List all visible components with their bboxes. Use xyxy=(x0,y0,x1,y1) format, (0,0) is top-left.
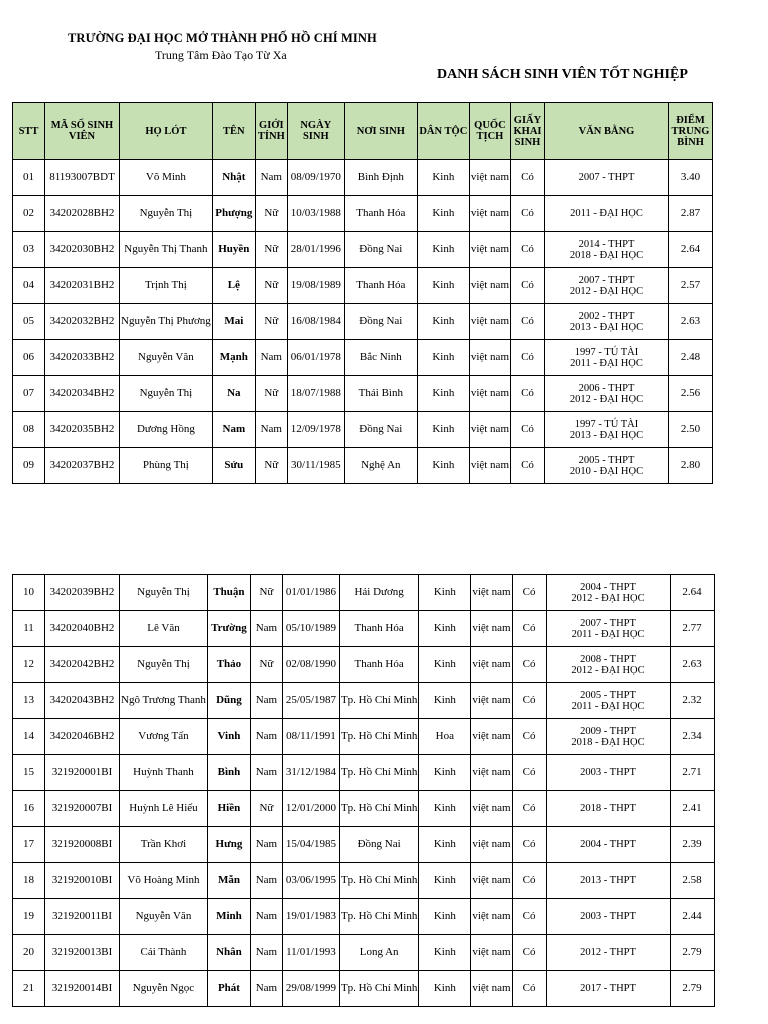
cell-birth-certificate: Có xyxy=(512,791,546,827)
cell-nationality: việt nam xyxy=(471,827,512,863)
table-row xyxy=(13,827,715,863)
cell-student-id: 34202042BH2 xyxy=(45,647,120,683)
cell-ethnicity: Hoa xyxy=(419,719,471,755)
cell-ethnicity: Kinh xyxy=(419,791,471,827)
header-ethnicity: DÂN TỘC xyxy=(417,103,469,160)
header-first-name: TÊN xyxy=(212,103,255,160)
cell-middle-name: Trịnh Thị xyxy=(120,268,213,304)
table-row xyxy=(13,647,715,683)
cell-degree: 2002 - THPT 2013 - ĐẠI HỌC xyxy=(545,304,669,340)
cell-first-name: Thảo xyxy=(207,647,250,683)
cell-student-id: 34202039BH2 xyxy=(45,575,120,611)
cell-birth-certificate: Có xyxy=(512,719,546,755)
cell-birth-date: 31/12/1984 xyxy=(282,755,339,791)
header-nationality: QUỐC TỊCH xyxy=(469,103,510,160)
cell-middle-name: Dương Hồng xyxy=(120,412,213,448)
cell-birth-date: 03/06/1995 xyxy=(282,863,339,899)
table-row xyxy=(13,340,713,376)
cell-stt: 20 xyxy=(13,935,45,971)
cell-ethnicity: Kinh xyxy=(419,683,471,719)
cell-gender: Nữ xyxy=(255,448,287,484)
cell-middle-name: Nguyễn Thị Phương xyxy=(120,304,213,340)
cell-birth-date: 02/08/1990 xyxy=(282,647,339,683)
cell-ethnicity: Kinh xyxy=(419,575,471,611)
cell-ethnicity: Kinh xyxy=(417,340,469,376)
cell-birth-place: Nghệ An xyxy=(344,448,417,484)
cell-student-id: 34202034BH2 xyxy=(45,376,120,412)
cell-birth-date: 05/10/1989 xyxy=(282,611,339,647)
cell-birth-date: 28/01/1996 xyxy=(287,232,344,268)
cell-birth-date: 06/01/1978 xyxy=(287,340,344,376)
cell-middle-name: Võ Hoàng Minh xyxy=(120,863,208,899)
cell-gpa: 2.50 xyxy=(669,412,713,448)
cell-birth-certificate: Có xyxy=(512,647,546,683)
cell-middle-name: Nguyễn Thị Thanh xyxy=(120,232,213,268)
cell-first-name: Hưng xyxy=(207,827,250,863)
cell-degree: 2004 - THPT xyxy=(546,827,670,863)
cell-stt: 21 xyxy=(13,971,45,1007)
table-row xyxy=(13,791,715,827)
student-table-1 xyxy=(12,102,713,484)
table-header-row xyxy=(13,103,713,160)
cell-gender: Nam xyxy=(250,611,282,647)
cell-gpa: 3.40 xyxy=(669,160,713,196)
table-row xyxy=(13,376,713,412)
center-name: Trung Tâm Đào Tạo Từ Xa xyxy=(155,48,287,62)
cell-student-id: 34202032BH2 xyxy=(45,304,120,340)
cell-ethnicity: Kinh xyxy=(417,376,469,412)
header-degree: VĂN BẰNG xyxy=(545,103,669,160)
cell-birth-certificate: Có xyxy=(512,899,546,935)
cell-gpa: 2.34 xyxy=(670,719,714,755)
cell-birth-certificate: Có xyxy=(511,160,545,196)
cell-birth-certificate: Có xyxy=(511,268,545,304)
table-row xyxy=(13,899,715,935)
cell-first-name: Nam xyxy=(212,412,255,448)
cell-birth-certificate: Có xyxy=(512,575,546,611)
cell-gender: Nam xyxy=(250,935,282,971)
cell-degree: 2018 - THPT xyxy=(546,791,670,827)
cell-birth-place: Đồng Nai xyxy=(344,232,417,268)
table-row xyxy=(13,448,713,484)
cell-stt: 17 xyxy=(13,827,45,863)
cell-birth-place: Đồng Nai xyxy=(339,827,418,863)
cell-gender: Nữ xyxy=(255,196,287,232)
cell-nationality: việt nam xyxy=(471,719,512,755)
cell-birth-place: Tp. Hồ Chí Minh xyxy=(339,719,418,755)
cell-birth-certificate: Có xyxy=(512,755,546,791)
cell-gpa: 2.64 xyxy=(670,575,714,611)
cell-birth-place: Tp. Hồ Chí Minh xyxy=(339,755,418,791)
cell-student-id: 81193007BDT xyxy=(45,160,120,196)
cell-nationality: việt nam xyxy=(471,647,512,683)
cell-birth-place: Tp. Hồ Chí Minh xyxy=(339,899,418,935)
cell-birth-certificate: Có xyxy=(512,971,546,1007)
cell-birth-place: Tp. Hồ Chí Minh xyxy=(339,863,418,899)
cell-birth-certificate: Có xyxy=(511,412,545,448)
cell-degree: 1997 - TÚ TÀI 2011 - ĐẠI HỌC xyxy=(545,340,669,376)
cell-gender: Nữ xyxy=(250,791,282,827)
cell-birth-certificate: Có xyxy=(512,863,546,899)
cell-gpa: 2.63 xyxy=(669,304,713,340)
cell-first-name: Vinh xyxy=(207,719,250,755)
cell-nationality: việt nam xyxy=(471,971,512,1007)
cell-birth-date: 30/11/1985 xyxy=(287,448,344,484)
cell-birth-certificate: Có xyxy=(511,340,545,376)
cell-birth-place: Bắc Ninh xyxy=(344,340,417,376)
cell-ethnicity: Kinh xyxy=(417,196,469,232)
header-gpa: ĐIỂM TRUNG BÌNH xyxy=(669,103,713,160)
school-name: TRƯỜNG ĐẠI HỌC MỞ THÀNH PHỐ HỒ CHÍ MINH xyxy=(68,31,377,45)
cell-birth-date: 12/09/1978 xyxy=(287,412,344,448)
cell-student-id: 34202035BH2 xyxy=(45,412,120,448)
cell-middle-name: Nguyễn Văn xyxy=(120,340,213,376)
cell-student-id: 34202037BH2 xyxy=(45,448,120,484)
cell-first-name: Nhân xyxy=(207,935,250,971)
cell-stt: 19 xyxy=(13,899,45,935)
header-stt: STT xyxy=(13,103,45,160)
cell-birth-place: Tp. Hồ Chí Minh xyxy=(339,791,418,827)
cell-middle-name: Huỳnh Thanh xyxy=(120,755,208,791)
cell-birth-certificate: Có xyxy=(512,611,546,647)
table-row xyxy=(13,412,713,448)
cell-nationality: việt nam xyxy=(471,863,512,899)
cell-birth-place: Tp. Hồ Chí Minh xyxy=(339,971,418,1007)
cell-gender: Nam xyxy=(250,683,282,719)
cell-student-id: 34202031BH2 xyxy=(45,268,120,304)
cell-degree: 2013 - THPT xyxy=(546,863,670,899)
cell-gpa: 2.79 xyxy=(670,935,714,971)
cell-ethnicity: Kinh xyxy=(419,611,471,647)
cell-degree: 2004 - THPT 2012 - ĐẠI HỌC xyxy=(546,575,670,611)
cell-ethnicity: Kinh xyxy=(419,827,471,863)
cell-middle-name: Ngô Trương Thanh xyxy=(120,683,208,719)
header-student-id: MÃ SỐ SINH VIÊN xyxy=(45,103,120,160)
cell-birth-date: 08/09/1970 xyxy=(287,160,344,196)
table-row xyxy=(13,971,715,1007)
cell-degree: 2014 - THPT 2018 - ĐẠI HỌC xyxy=(545,232,669,268)
cell-nationality: việt nam xyxy=(469,340,510,376)
cell-gender: Nam xyxy=(255,412,287,448)
cell-birth-place: Thanh Hóa xyxy=(344,268,417,304)
cell-stt: 11 xyxy=(13,611,45,647)
cell-stt: 10 xyxy=(13,575,45,611)
cell-gpa: 2.77 xyxy=(670,611,714,647)
cell-stt: 02 xyxy=(13,196,45,232)
cell-degree: 2005 - THPT 2010 - ĐẠI HỌC xyxy=(545,448,669,484)
cell-birth-certificate: Có xyxy=(512,935,546,971)
cell-birth-place: Thanh Hóa xyxy=(339,647,418,683)
cell-birth-date: 29/08/1999 xyxy=(282,971,339,1007)
cell-middle-name: Lê Văn xyxy=(120,611,208,647)
cell-birth-date: 11/01/1993 xyxy=(282,935,339,971)
cell-first-name: Mẫn xyxy=(207,863,250,899)
cell-degree: 2011 - ĐẠI HỌC xyxy=(545,196,669,232)
cell-gender: Nữ xyxy=(255,376,287,412)
cell-ethnicity: Kinh xyxy=(419,935,471,971)
cell-gpa: 2.57 xyxy=(669,268,713,304)
table-row xyxy=(13,304,713,340)
cell-stt: 14 xyxy=(13,719,45,755)
cell-nationality: việt nam xyxy=(471,575,512,611)
cell-first-name: Dũng xyxy=(207,683,250,719)
cell-first-name: Thuận xyxy=(207,575,250,611)
cell-student-id: 321920008BI xyxy=(45,827,120,863)
cell-stt: 06 xyxy=(13,340,45,376)
cell-gender: Nữ xyxy=(255,268,287,304)
cell-student-id: 321920011BI xyxy=(45,899,120,935)
cell-gender: Nam xyxy=(250,827,282,863)
cell-first-name: Phượng xyxy=(212,196,255,232)
cell-stt: 03 xyxy=(13,232,45,268)
cell-ethnicity: Kinh xyxy=(419,863,471,899)
cell-gpa: 2.48 xyxy=(669,340,713,376)
cell-gpa: 2.80 xyxy=(669,448,713,484)
cell-student-id: 34202028BH2 xyxy=(45,196,120,232)
cell-student-id: 34202043BH2 xyxy=(45,683,120,719)
cell-student-id: 34202033BH2 xyxy=(45,340,120,376)
cell-first-name: Minh xyxy=(207,899,250,935)
cell-birth-certificate: Có xyxy=(512,683,546,719)
cell-nationality: việt nam xyxy=(469,448,510,484)
cell-first-name: Lệ xyxy=(212,268,255,304)
cell-gpa: 2.58 xyxy=(670,863,714,899)
cell-gender: Nam xyxy=(255,340,287,376)
cell-degree: 2009 - THPT 2018 - ĐẠI HỌC xyxy=(546,719,670,755)
cell-stt: 15 xyxy=(13,755,45,791)
cell-birth-certificate: Có xyxy=(511,304,545,340)
cell-nationality: việt nam xyxy=(471,755,512,791)
cell-stt: 18 xyxy=(13,863,45,899)
cell-birth-place: Long An xyxy=(339,935,418,971)
cell-student-id: 321920014BI xyxy=(45,971,120,1007)
cell-stt: 07 xyxy=(13,376,45,412)
cell-stt: 12 xyxy=(13,647,45,683)
cell-student-id: 34202030BH2 xyxy=(45,232,120,268)
cell-gpa: 2.32 xyxy=(670,683,714,719)
cell-gender: Nam xyxy=(250,719,282,755)
cell-birth-place: Hải Dương xyxy=(339,575,418,611)
cell-nationality: việt nam xyxy=(469,232,510,268)
cell-degree: 2003 - THPT xyxy=(546,899,670,935)
cell-middle-name: Nguyễn Ngọc xyxy=(120,971,208,1007)
table-row xyxy=(13,268,713,304)
cell-middle-name: Cái Thành xyxy=(120,935,208,971)
cell-degree: 2007 - THPT 2012 - ĐẠI HỌC xyxy=(545,268,669,304)
cell-gpa: 2.71 xyxy=(670,755,714,791)
header-middle-name: HỌ LÓT xyxy=(120,103,213,160)
cell-ethnicity: Kinh xyxy=(419,755,471,791)
table-body-1 xyxy=(13,160,713,484)
cell-degree: 2005 - THPT 2011 - ĐẠI HỌC xyxy=(546,683,670,719)
cell-ethnicity: Kinh xyxy=(417,448,469,484)
table-row xyxy=(13,935,715,971)
cell-middle-name: Võ Minh xyxy=(120,160,213,196)
cell-gender: Nam xyxy=(250,971,282,1007)
cell-birth-certificate: Có xyxy=(511,196,545,232)
cell-birth-date: 01/01/1986 xyxy=(282,575,339,611)
cell-degree: 2003 - THPT xyxy=(546,755,670,791)
cell-gpa: 2.39 xyxy=(670,827,714,863)
cell-stt: 16 xyxy=(13,791,45,827)
table-row xyxy=(13,575,715,611)
cell-ethnicity: Kinh xyxy=(417,160,469,196)
cell-degree: 2012 - THPT xyxy=(546,935,670,971)
cell-middle-name: Nguyễn Thị xyxy=(120,376,213,412)
cell-gender: Nữ xyxy=(255,232,287,268)
cell-first-name: Na xyxy=(212,376,255,412)
cell-middle-name: Phùng Thị xyxy=(120,448,213,484)
cell-birth-place: Thái Bình xyxy=(344,376,417,412)
cell-first-name: Sửu xyxy=(212,448,255,484)
cell-middle-name: Nguyễn Văn xyxy=(120,899,208,935)
cell-birth-certificate: Có xyxy=(511,376,545,412)
cell-first-name: Hiền xyxy=(207,791,250,827)
cell-birth-date: 15/04/1985 xyxy=(282,827,339,863)
cell-birth-certificate: Có xyxy=(511,232,545,268)
cell-middle-name: Nguyễn Thị xyxy=(120,647,208,683)
cell-nationality: việt nam xyxy=(471,935,512,971)
cell-stt: 04 xyxy=(13,268,45,304)
cell-birth-place: Bình Định xyxy=(344,160,417,196)
cell-birth-date: 18/07/1988 xyxy=(287,376,344,412)
cell-nationality: việt nam xyxy=(471,791,512,827)
student-table-2 xyxy=(12,574,715,1007)
cell-gender: Nữ xyxy=(250,647,282,683)
cell-nationality: việt nam xyxy=(469,268,510,304)
cell-middle-name: Huỳnh Lê Hiếu xyxy=(120,791,208,827)
cell-gender: Nam xyxy=(250,899,282,935)
table-row xyxy=(13,755,715,791)
cell-degree: 2007 - THPT 2011 - ĐẠI HỌC xyxy=(546,611,670,647)
cell-student-id: 321920013BI xyxy=(45,935,120,971)
cell-student-id: 321920001BI xyxy=(45,755,120,791)
cell-stt: 13 xyxy=(13,683,45,719)
cell-gpa: 2.63 xyxy=(670,647,714,683)
cell-ethnicity: Kinh xyxy=(419,647,471,683)
cell-birth-date: 19/08/1989 xyxy=(287,268,344,304)
cell-nationality: việt nam xyxy=(471,611,512,647)
table-row xyxy=(13,611,715,647)
cell-degree: 2017 - THPT xyxy=(546,971,670,1007)
cell-first-name: Bình xyxy=(207,755,250,791)
cell-first-name: Nhật xyxy=(212,160,255,196)
table-row xyxy=(13,196,713,232)
cell-stt: 01 xyxy=(13,160,45,196)
cell-birth-date: 10/03/1988 xyxy=(287,196,344,232)
cell-nationality: việt nam xyxy=(469,376,510,412)
table-row xyxy=(13,232,713,268)
cell-birth-date: 12/01/2000 xyxy=(282,791,339,827)
cell-nationality: việt nam xyxy=(471,899,512,935)
header-birth-certificate: GIẤY KHAI SINH xyxy=(511,103,545,160)
cell-ethnicity: Kinh xyxy=(419,899,471,935)
cell-birth-place: Đồng Nai xyxy=(344,304,417,340)
table-row xyxy=(13,863,715,899)
cell-student-id: 321920007BI xyxy=(45,791,120,827)
cell-nationality: việt nam xyxy=(471,683,512,719)
cell-first-name: Phát xyxy=(207,971,250,1007)
cell-gender: Nữ xyxy=(250,575,282,611)
cell-birth-place: Thanh Hóa xyxy=(339,611,418,647)
cell-middle-name: Nguyễn Thị xyxy=(120,196,213,232)
cell-birth-place: Tp. Hồ Chí Minh xyxy=(339,683,418,719)
cell-birth-date: 25/05/1987 xyxy=(282,683,339,719)
cell-ethnicity: Kinh xyxy=(417,412,469,448)
cell-degree: 2006 - THPT 2012 - ĐẠI HỌC xyxy=(545,376,669,412)
cell-stt: 09 xyxy=(13,448,45,484)
cell-ethnicity: Kinh xyxy=(417,304,469,340)
header-gender: GIỚI TÍNH xyxy=(255,103,287,160)
cell-gpa: 2.79 xyxy=(670,971,714,1007)
cell-gender: Nam xyxy=(250,863,282,899)
cell-gender: Nam xyxy=(255,160,287,196)
cell-student-id: 321920010BI xyxy=(45,863,120,899)
cell-first-name: Huyền xyxy=(212,232,255,268)
cell-gender: Nữ xyxy=(255,304,287,340)
cell-degree: 2007 - THPT xyxy=(545,160,669,196)
cell-ethnicity: Kinh xyxy=(417,268,469,304)
cell-first-name: Trường xyxy=(207,611,250,647)
cell-ethnicity: Kinh xyxy=(419,971,471,1007)
cell-middle-name: Trần Khơi xyxy=(120,827,208,863)
table-row xyxy=(13,719,715,755)
cell-middle-name: Vương Tấn xyxy=(120,719,208,755)
cell-nationality: việt nam xyxy=(469,412,510,448)
cell-stt: 05 xyxy=(13,304,45,340)
header-birth-date: NGÀY SINH xyxy=(287,103,344,160)
cell-gpa: 2.87 xyxy=(669,196,713,232)
cell-gender: Nam xyxy=(250,755,282,791)
cell-birth-date: 19/01/1983 xyxy=(282,899,339,935)
cell-student-id: 34202040BH2 xyxy=(45,611,120,647)
table-body-2 xyxy=(13,575,715,1007)
cell-gpa: 2.44 xyxy=(670,899,714,935)
table-row xyxy=(13,683,715,719)
cell-degree: 1997 - TÚ TÀI 2013 - ĐẠI HỌC xyxy=(545,412,669,448)
cell-middle-name: Nguyễn Thị xyxy=(120,575,208,611)
table-row xyxy=(13,160,713,196)
cell-stt: 08 xyxy=(13,412,45,448)
cell-degree: 2008 - THPT 2012 - ĐẠI HỌC xyxy=(546,647,670,683)
cell-birth-date: 08/11/1991 xyxy=(282,719,339,755)
cell-birth-place: Thanh Hóa xyxy=(344,196,417,232)
cell-birth-certificate: Có xyxy=(512,827,546,863)
cell-nationality: việt nam xyxy=(469,196,510,232)
cell-gpa: 2.41 xyxy=(670,791,714,827)
cell-birth-place: Đồng Nai xyxy=(344,412,417,448)
cell-student-id: 34202046BH2 xyxy=(45,719,120,755)
cell-birth-certificate: Có xyxy=(511,448,545,484)
cell-gpa: 2.56 xyxy=(669,376,713,412)
cell-first-name: Mai xyxy=(212,304,255,340)
cell-nationality: việt nam xyxy=(469,160,510,196)
header-birth-place: NƠI SINH xyxy=(344,103,417,160)
cell-gpa: 2.64 xyxy=(669,232,713,268)
cell-ethnicity: Kinh xyxy=(417,232,469,268)
cell-nationality: việt nam xyxy=(469,304,510,340)
document-title: DANH SÁCH SINH VIÊN TỐT NGHIỆP xyxy=(437,67,688,82)
cell-birth-date: 16/08/1984 xyxy=(287,304,344,340)
cell-first-name: Mạnh xyxy=(212,340,255,376)
